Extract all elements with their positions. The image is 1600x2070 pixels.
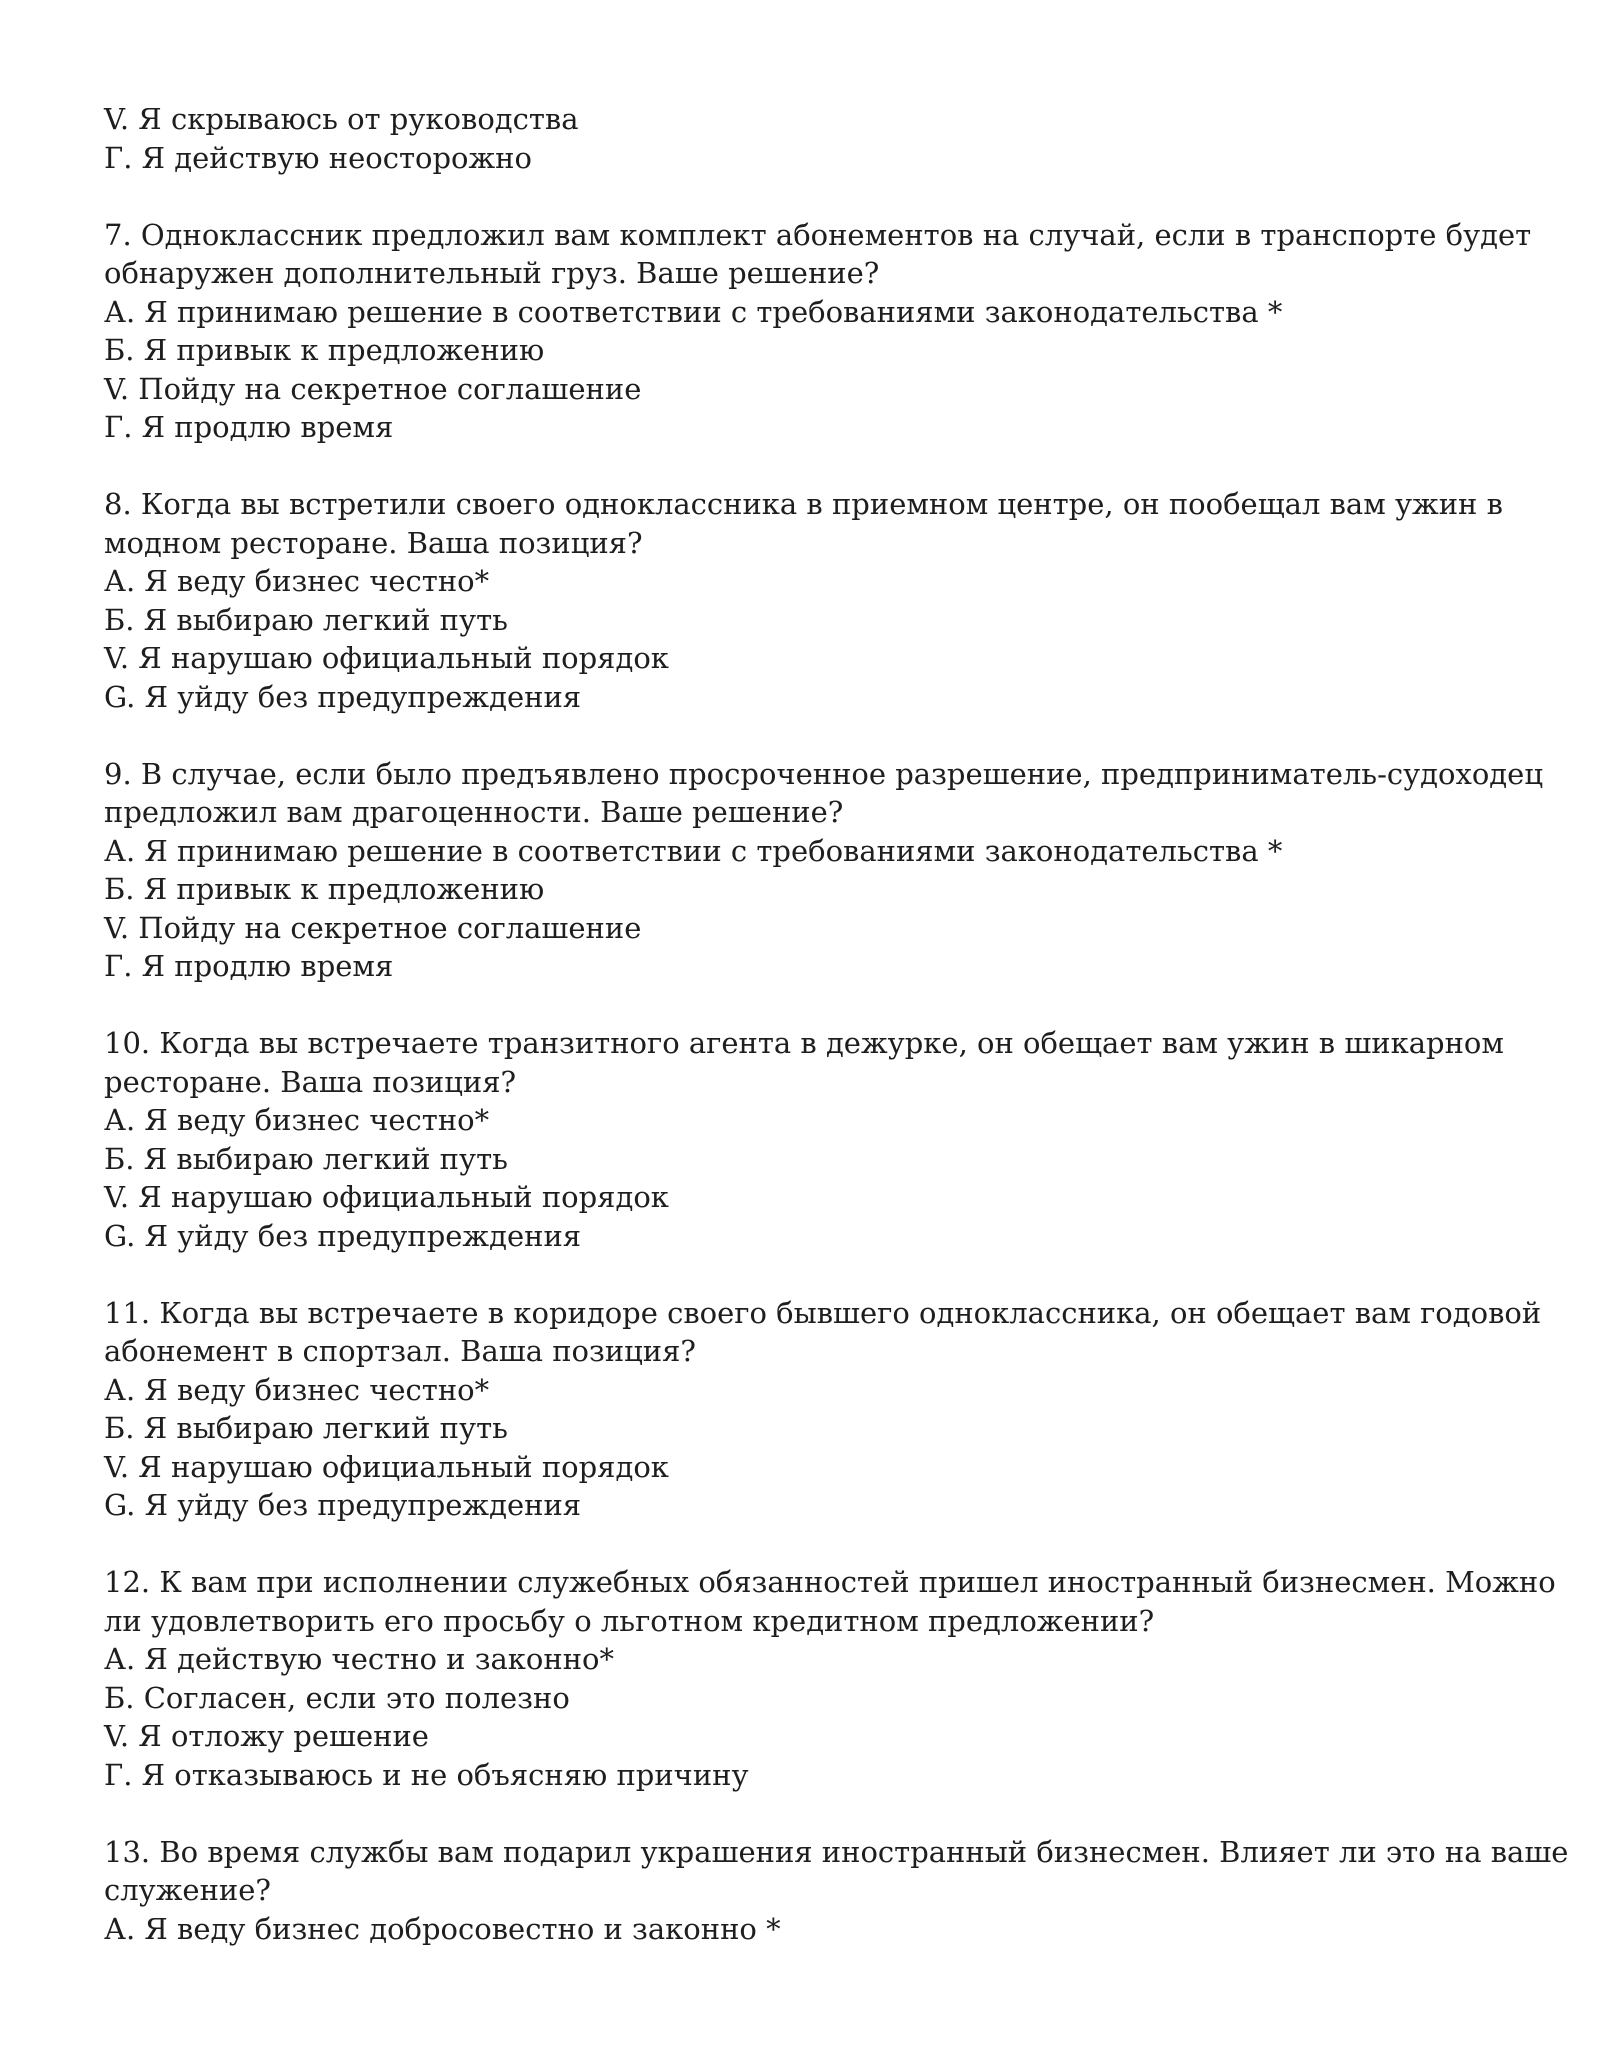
option-text: Б. Я выбираю легкий путь: [104, 1411, 508, 1445]
leading-options: [104, 100, 1504, 177]
option-text: А. Я принимаю решение в соответствии с требованиями законодательства *: [104, 294, 1283, 329]
document-page: [104, 100, 1569, 1987]
option-text: G. Я уйду без предупреждения: [104, 1218, 582, 1253]
question-text: 12. К вам при исполнении служебных обязанностей пришел иностранный бизнесмен. Можно: [104, 1565, 1556, 1599]
option-text: V. Я нарушаю официальный порядок: [104, 1449, 669, 1484]
option-text: G. Я уйду без предупреждения: [104, 679, 582, 714]
question-text: 8. Когда вы встретили своего одноклассника в приемном центре, он пообещал вам ужин в: [104, 487, 1503, 521]
question-text: 7. Одноклассник предложил вам комплект абонементов на случай, если в транспорте будет: [104, 217, 1532, 252]
question-9: [104, 755, 1543, 986]
option-text: Г. Я продлю время: [104, 949, 394, 983]
option-text: V. Пойду на секретное соглашение: [104, 371, 642, 406]
option-text: Б. Я выбираю легкий путь: [104, 602, 508, 637]
option-text: V. Пойду на секретное соглашение: [104, 910, 642, 945]
question-text: 11. Когда вы встречаете в коридоре своего бывшего одноклассника, он обещает вам годовой: [104, 1295, 1542, 1330]
option-text: Б. Я привык к предложению: [104, 872, 545, 906]
option-text: Б. Я привык к предложению: [104, 333, 545, 367]
option-text: Б. Согласен, если это полезно: [104, 1680, 570, 1715]
question-10: [104, 1024, 1504, 1255]
option-text: А. Я веду бизнес честно*: [104, 1372, 490, 1407]
option-text: Г. Я продлю время: [104, 410, 394, 444]
option-text: V. Я нарушаю официальный порядок: [104, 1180, 669, 1214]
question-text: предложил вам драгоценности. Ваше решение?: [104, 795, 844, 829]
question-7: [104, 216, 1532, 447]
question-13: [104, 1833, 1569, 1949]
question-text: ресторане. Ваша позиция?: [104, 1064, 517, 1099]
option-text: V. Я отложу решение: [104, 1719, 429, 1753]
option-text: V. Я нарушаю официальный порядок: [104, 641, 669, 675]
question-text: 13. Во время службы вам подарил украшения иностранный бизнесмен. Влияет ли это на ваше: [104, 1834, 1569, 1869]
option-text: А. Я веду бизнес добросовестно и законно *: [104, 1911, 781, 1946]
option-text: V. Я скрываюсь от руководства: [104, 102, 579, 136]
question-text: служение?: [104, 1873, 271, 1907]
option-text: А. Я принимаю решение в соответствии с требованиями законодательства *: [104, 833, 1283, 868]
question-12: [104, 1563, 1556, 1794]
option-text: Г. Я отказываюсь и не объясняю причину: [104, 1757, 749, 1792]
question-text: модном ресторане. Ваша позиция?: [104, 525, 643, 560]
option-text: G. Я уйду без предупреждения: [104, 1488, 582, 1522]
question-11: [104, 1294, 1542, 1525]
question-text: 10. Когда вы встречаете транзитного агента в дежурке, он обещает вам ужин в шикарном: [104, 1026, 1504, 1060]
option-text: А. Я веду бизнес честно*: [104, 1103, 490, 1137]
question-text: ли удовлетворить его просьбу о льготном кредитном предложении?: [104, 1603, 1155, 1638]
question-8: [104, 485, 1504, 716]
question-text: абонемент в спортзал. Ваша позиция?: [104, 1334, 696, 1368]
option-text: А. Я действую честно и законно*: [104, 1642, 615, 1676]
option-text: А. Я веду бизнес честно*: [104, 564, 490, 598]
option-text: Г. Я действую неосторожно: [104, 140, 532, 175]
question-text: 9. В случае, если было предъявлено просроченное разрешение, предприниматель-судоходец: [104, 756, 1543, 791]
question-text: обнаружен дополнительный груз. Ваше решение?: [104, 256, 880, 290]
option-text: Б. Я выбираю легкий путь: [104, 1141, 508, 1176]
